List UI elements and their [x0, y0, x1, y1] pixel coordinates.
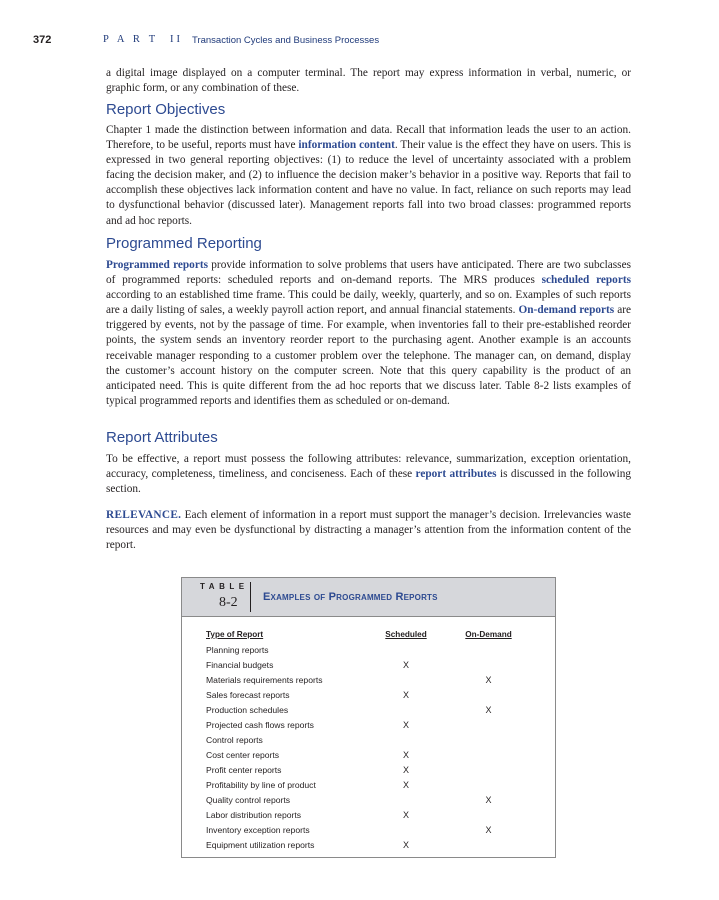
cell-scheduled: X: [402, 749, 409, 760]
section-report-objectives: [106, 101, 631, 119]
key-term-scheduled-reports: scheduled reports: [541, 274, 631, 287]
table-row: [206, 822, 536, 837]
relevance-text: Each element of information in a report must support the manager’s decision. Irrelevancies waste resources and may even be dysfunctional by distracting a manager’s attention from the information content of the report.: [106, 509, 631, 552]
intro-text: a digital image displayed on a computer terminal. The report may express information in verbal, numeric, or graphic form, or any combination of these.: [106, 67, 631, 95]
cell-scheduled: [371, 822, 441, 837]
row-label: Production schedules: [206, 704, 289, 715]
table-row: [206, 717, 536, 732]
row-label: Profit center reports: [206, 764, 282, 775]
table-row: [206, 807, 536, 822]
table-header: [182, 578, 555, 617]
attributes-text-1: To be effective, a report must possess the following attributes: relevance, summarization, exception orientation, accuracy, completeness, timeliness, and conciseness. Each of these: [106, 453, 631, 481]
cell-scheduled: [371, 672, 441, 687]
table-row: [206, 642, 536, 657]
cell-scheduled: [371, 732, 441, 747]
cell-scheduled: X: [402, 719, 409, 730]
cell-on-demand: [441, 807, 536, 822]
table-row: [206, 657, 536, 672]
cell-on-demand: X: [485, 674, 492, 685]
row-label-category: Planning reports: [206, 644, 269, 655]
column-header-type: Type of Report: [206, 630, 264, 639]
cell-on-demand: [441, 837, 536, 852]
cell-on-demand: [441, 762, 536, 777]
key-term-information-content: information content: [298, 139, 395, 152]
row-label: Materials requirements reports: [206, 674, 323, 685]
table-row: [206, 792, 536, 807]
row-label: Inventory exception reports: [206, 824, 310, 835]
cell-on-demand: [441, 747, 536, 762]
cell-on-demand: [441, 657, 536, 672]
attributes-paragraph: [106, 452, 631, 497]
table-tag: TABLE: [200, 582, 249, 591]
table-header-divider: [250, 582, 251, 612]
part-label-word: P A R T: [103, 34, 159, 45]
cell-on-demand: [441, 777, 536, 792]
objectives-paragraph: [106, 123, 631, 229]
part-number: II: [170, 34, 184, 45]
objectives-text-2: . Their value is the effect they have on users. This is expressed in two general reporting objectives: (1) to reduce the level of uncertainty associated with a problem facing the decision maker, and (2) to influence the decision maker’s behavior in a positive way. Reports that fail to accomplish these objectives lack information content and have no value. In fact, reliance on such reports may lead to dysfunctional behavior (discussed later). Management reports fall into two broad classes: programmed reports and ad hoc reports.: [106, 139, 632, 227]
cell-on-demand: X: [485, 704, 492, 715]
programmed-text-1: provide information to solve problems that users have anticipated. There are two subclasses of programmed reports: scheduled reports and on-demand reports. The MRS produces: [106, 259, 631, 287]
section-programmed-reporting: [106, 235, 631, 253]
runin-heading-relevance: RELEVANCE.: [106, 509, 182, 521]
cell-scheduled: X: [402, 779, 409, 790]
cell-scheduled: [371, 702, 441, 717]
cell-scheduled: X: [402, 689, 409, 700]
row-label: Financial budgets: [206, 659, 274, 670]
programmed-text-2: according to an established time frame. This could be daily, weekly, quarterly, and so on. Examples of such reports are a daily listing of sales, a weekly payroll action report, and annual financial statements.: [106, 289, 631, 317]
part-label: [103, 34, 183, 45]
programmed-paragraph: [106, 258, 631, 409]
objectives-text-1: Chapter 1 made the distinction between information and data. Recall that information leads the user to an action. Therefore, to be useful, reports must have: [106, 124, 631, 152]
table-header-row: [206, 627, 536, 642]
table-title: Examples of Programmed Reports: [263, 591, 438, 603]
row-label: Cost center reports: [206, 749, 280, 760]
relevance-paragraph: [106, 508, 631, 553]
cell-scheduled: X: [402, 809, 409, 820]
table-8-2: [181, 577, 556, 858]
cell-scheduled: [371, 792, 441, 807]
table-row: [206, 747, 536, 762]
cell-on-demand: X: [485, 794, 492, 805]
table-row: [206, 762, 536, 777]
cell-scheduled: [371, 642, 441, 657]
row-label: Equipment utilization reports: [206, 839, 315, 850]
cell-on-demand: [441, 717, 536, 732]
table-row: [206, 732, 536, 747]
column-header-on-demand: On-Demand: [465, 630, 512, 639]
table-row: [206, 702, 536, 717]
row-label-category: Control reports: [206, 734, 263, 745]
section-report-attributes: [106, 429, 631, 447]
table-number: 8-2: [219, 595, 238, 610]
running-head: [0, 34, 719, 50]
cell-on-demand: [441, 687, 536, 702]
cell-scheduled: X: [402, 659, 409, 670]
key-term-report-attributes: report attributes: [415, 468, 497, 481]
cell-on-demand: [441, 642, 536, 657]
heading-programmed-reporting: Programmed Reporting: [106, 235, 262, 252]
programmed-reports-table: [206, 627, 536, 852]
cell-scheduled: X: [402, 839, 409, 850]
attributes-text-2: is discussed in the following section.: [106, 468, 632, 496]
column-header-scheduled: Scheduled: [385, 630, 427, 639]
page-number: 372: [33, 34, 52, 46]
cell-on-demand: X: [485, 824, 492, 835]
table-row: [206, 672, 536, 687]
key-term-on-demand-reports: On-demand reports: [518, 304, 615, 317]
row-label: Profitability by line of product: [206, 779, 316, 790]
table-row: [206, 837, 536, 852]
cell-on-demand: [441, 732, 536, 747]
chapter-title: Transaction Cycles and Business Processes: [192, 35, 380, 46]
row-label: Projected cash flows reports: [206, 719, 314, 730]
heading-report-attributes: Report Attributes: [106, 429, 218, 446]
programmed-text-3: are triggered by events, not by the passage of time. For example, when inventories fall to their pre-established reorder points, the system sends an inventory reorder report to the purchasing agent. Another example is an accounts receivable manager responding to a customer problem over the telephone. The manager can, on demand, display the customer’s account history on the computer screen. Note that this query capability is the product of an anticipated need. This is quite different from the ad hoc reports that we discuss later. Table 8-2 lists examples of typical programmed reports and identifies them as scheduled or on-demand.: [106, 304, 631, 407]
row-label: Labor distribution reports: [206, 809, 302, 820]
row-label: Quality control reports: [206, 794, 291, 805]
table-row: [206, 687, 536, 702]
intro-paragraph: [106, 66, 631, 96]
heading-report-objectives: Report Objectives: [106, 101, 226, 118]
key-term-programmed-reports: Programmed reports: [106, 259, 208, 271]
cell-scheduled: X: [402, 764, 409, 775]
row-label: Sales forecast reports: [206, 689, 290, 700]
table-row: [206, 777, 536, 792]
